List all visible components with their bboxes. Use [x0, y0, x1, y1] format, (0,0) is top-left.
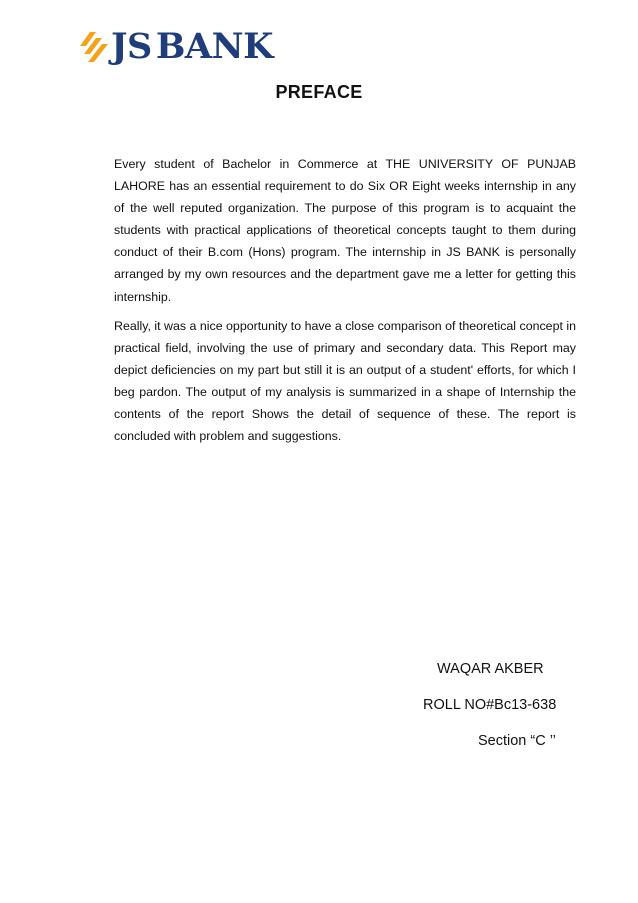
paragraph-2: Really, it was a nice opportunity to have a close comparison of theoretical concept in practical field, involving the use of primary and secondary data. This Report may depict deficiencies on my part but still it is an output of a student' efforts, for which I beg pardon. The output of my analysis is summarized in a shape of Internship the contents of the report Shows the detail of sequence of these. The report is concluded with problem and suggestions. [114, 318, 576, 444]
logo-bank: BANK [155, 25, 273, 67]
roll-number: ROLL NO#Bc13-638 [423, 697, 557, 713]
logo-wordmark [111, 25, 273, 67]
section-label: Section “C ’’ [478, 733, 556, 749]
author-name: WAQAR AKBER [437, 661, 544, 677]
js-bank-logo [78, 25, 273, 67]
paragraph-1: Every student of Bachelor in Commerce at THE UNIVERSITY OF PUNJAB LAHORE has an essential requirement to do Six OR Eight weeks internship in any of the well reputed organization. The purpose of this program is to acquaint the students with practical applications of theoretical concepts taught to them during conduct of their B.com (Hons) program. The internship in JS BANK is personally arranged by my own resources and the department gave me a letter for getting this internship. [114, 157, 576, 304]
page-title: PREFACE [275, 82, 363, 102]
preface-body [114, 153, 576, 454]
logo-js: JS [111, 25, 152, 67]
js-bank-swoosh-icon [78, 26, 110, 66]
